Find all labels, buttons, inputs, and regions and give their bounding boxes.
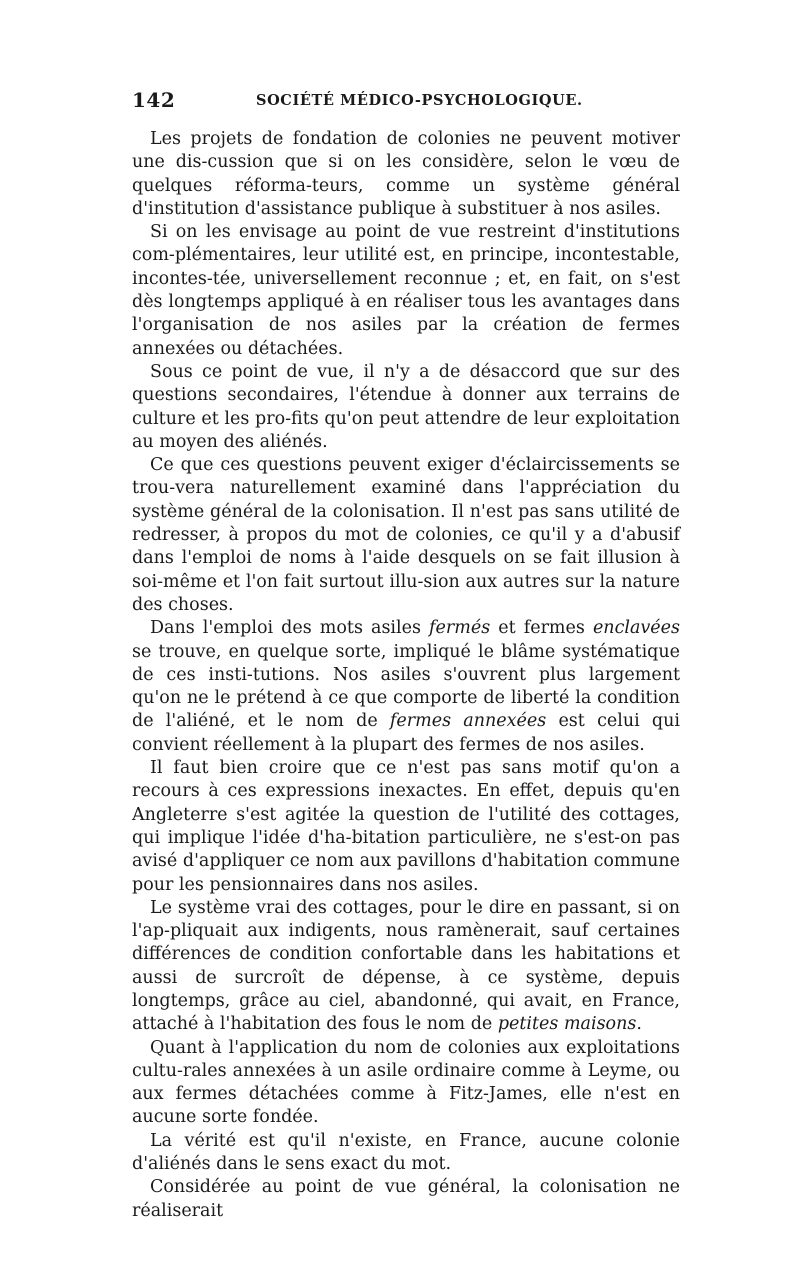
text-run: Les projets de fondation de colonies ne peuvent motiver une dis-cussion que si on les considère, selon le vœu de quelques réforma-teurs, comme un système général d'institution d'assistance publique à substituer à nos asiles. bbox=[132, 129, 680, 219]
paragraph bbox=[132, 897, 680, 1037]
page-number: 142 bbox=[132, 88, 176, 112]
body-text bbox=[132, 128, 680, 1223]
text-run: La vérité est qu'il n'existe, en France, aucune colonie d'aliénés dans le sens exact du mot. bbox=[132, 1130, 680, 1175]
text-run: Si on les envisage au point de vue restreint d'institutions com-plémentaires, leur utilité est, en principe, incontestable, incontes-tée, universellement reconnue ; et, en fait, on s'est dès longtemps appliqué à en réaliser tous les avantages dans l'organisation de nos asiles par la création de fermes annexées ou détachées. bbox=[132, 222, 680, 359]
italic-text: fermes annexées bbox=[389, 711, 547, 732]
text-run: Sous ce point de vue, il n'y a de désaccord que sur des questions secondaires, l'étendue à donner aux terrains de culture et les pro-fits qu'on peut attendre de leur exploitation au moyen des aliénés. bbox=[132, 361, 680, 452]
paragraph bbox=[132, 617, 680, 757]
paragraph bbox=[132, 1037, 680, 1130]
italic-text: fermés bbox=[429, 618, 491, 639]
text-run: . bbox=[636, 1014, 642, 1035]
text-run: Considérée au point de vue général, la colonisation ne réaliserait bbox=[132, 1177, 680, 1221]
paragraph bbox=[132, 1130, 680, 1177]
text-run: Le système vrai des cottages, pour le dire en passant, si on l'ap-pliquait aux indigents, nous ramènerait, sauf certaines différences de condition confortable dans les habitations et aussi de surcroît de dépense, à ce système, depuis longtemps, grâce au ciel, abandonné, qui avait, en France, attaché à l'habitation des fous le nom de bbox=[132, 897, 680, 1035]
text-run: Ce que ces questions peuvent exiger d'éclaircissements se trou-vera naturellement examiné dans l'appréciation du système général de la colonisation. Il n'est pas sans utilité de redresser, à propos du mot de colonies, ce qu'il y a d'abusif dans l'emploi de noms à l'aide desquels on se fait illusion à soi-même et l'on fait surtout illu-sion aux autres sur la nature des choses. bbox=[132, 455, 680, 615]
paragraph bbox=[132, 361, 680, 454]
running-title: SOCIÉTÉ MÉDICO-PSYCHOLOGIQUE. bbox=[256, 92, 583, 109]
text-run: et fermes bbox=[490, 618, 593, 639]
text-run: est celui qui convient réellement à la plupart des fermes de nos asiles. bbox=[132, 711, 681, 755]
running-head bbox=[132, 88, 680, 118]
text-run: Dans l'emploi des mots asiles bbox=[150, 618, 430, 639]
paragraph bbox=[132, 454, 680, 617]
italic-text: petites maisons bbox=[497, 1014, 637, 1035]
paragraph bbox=[132, 128, 680, 221]
paragraph bbox=[132, 221, 680, 361]
text-run: se trouve, en quelque sorte, impliqué le blâme systématique de ces insti-tutions. Nos asiles s'ouvrent plus largement qu'on ne le prétend à ce que comporte de liberté la condition de l'aliéné, et le nom de bbox=[132, 641, 680, 732]
text-run: Il faut bien croire que ce n'est pas sans motif qu'on a recours à ces expressions inexactes. En effet, depuis qu'en Angleterre s'est agitée la question de l'utilité des cottages, qui implique l'idée d'ha-bitation particulière, ne s'est-on pas avisé d'appliquer ce nom aux pavillons d'habitation commune pour les pensionnaires dans nos asiles. bbox=[132, 758, 680, 895]
text-run: Quant à l'application du nom de colonies aux exploitations cultu-rales annexées à un asile ordinaire comme à Leyme, ou aux fermes détachées comme à Fitz-James, elle n'est en aucune sorte fondée. bbox=[132, 1037, 680, 1128]
paragraph bbox=[132, 1176, 680, 1223]
paragraph bbox=[132, 757, 680, 897]
italic-text: enclavées bbox=[592, 618, 680, 639]
